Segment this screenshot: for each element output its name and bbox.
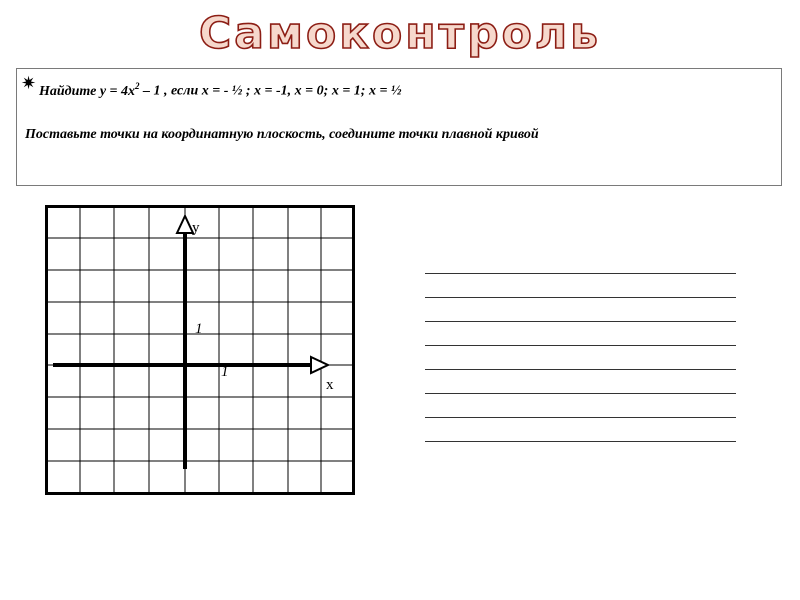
task-box — [16, 68, 782, 186]
answer-line — [425, 417, 736, 418]
unit-x-label: 1 — [221, 364, 229, 380]
answer-line — [425, 393, 736, 394]
grid-border — [47, 207, 354, 494]
x-axis-arrow-icon — [311, 357, 328, 373]
answer-line — [425, 321, 736, 322]
task-line1-prefix: Найдите y = 4x — [39, 83, 136, 99]
y-axis-label: y — [192, 220, 200, 236]
task-instruction-1 — [25, 81, 401, 100]
answer-lines — [425, 273, 736, 465]
unit-y-label: 1 — [195, 321, 203, 337]
answer-line — [425, 345, 736, 346]
answer-line — [425, 441, 736, 442]
task-instruction-2: Поставьте точки на координатную плоскость, соедините точки плавной кривой — [25, 127, 539, 142]
title-text: Самоконтроль — [199, 8, 601, 59]
grid-lines — [47, 207, 353, 493]
task-line1-exponent: 2 — [135, 81, 140, 91]
star-bullet-icon: ✷ — [21, 73, 37, 93]
answer-line — [425, 297, 736, 298]
answer-line — [425, 369, 736, 370]
y-axis-arrow-icon — [177, 216, 193, 233]
task-line1-suffix: – 1 , если x = - ½ ; x = -1, x = 0; x = 1; x = ½ — [139, 83, 402, 99]
x-axis-label: x — [326, 377, 334, 393]
coordinate-grid — [45, 205, 357, 502]
page-title — [0, 0, 800, 62]
answer-line — [425, 273, 736, 274]
